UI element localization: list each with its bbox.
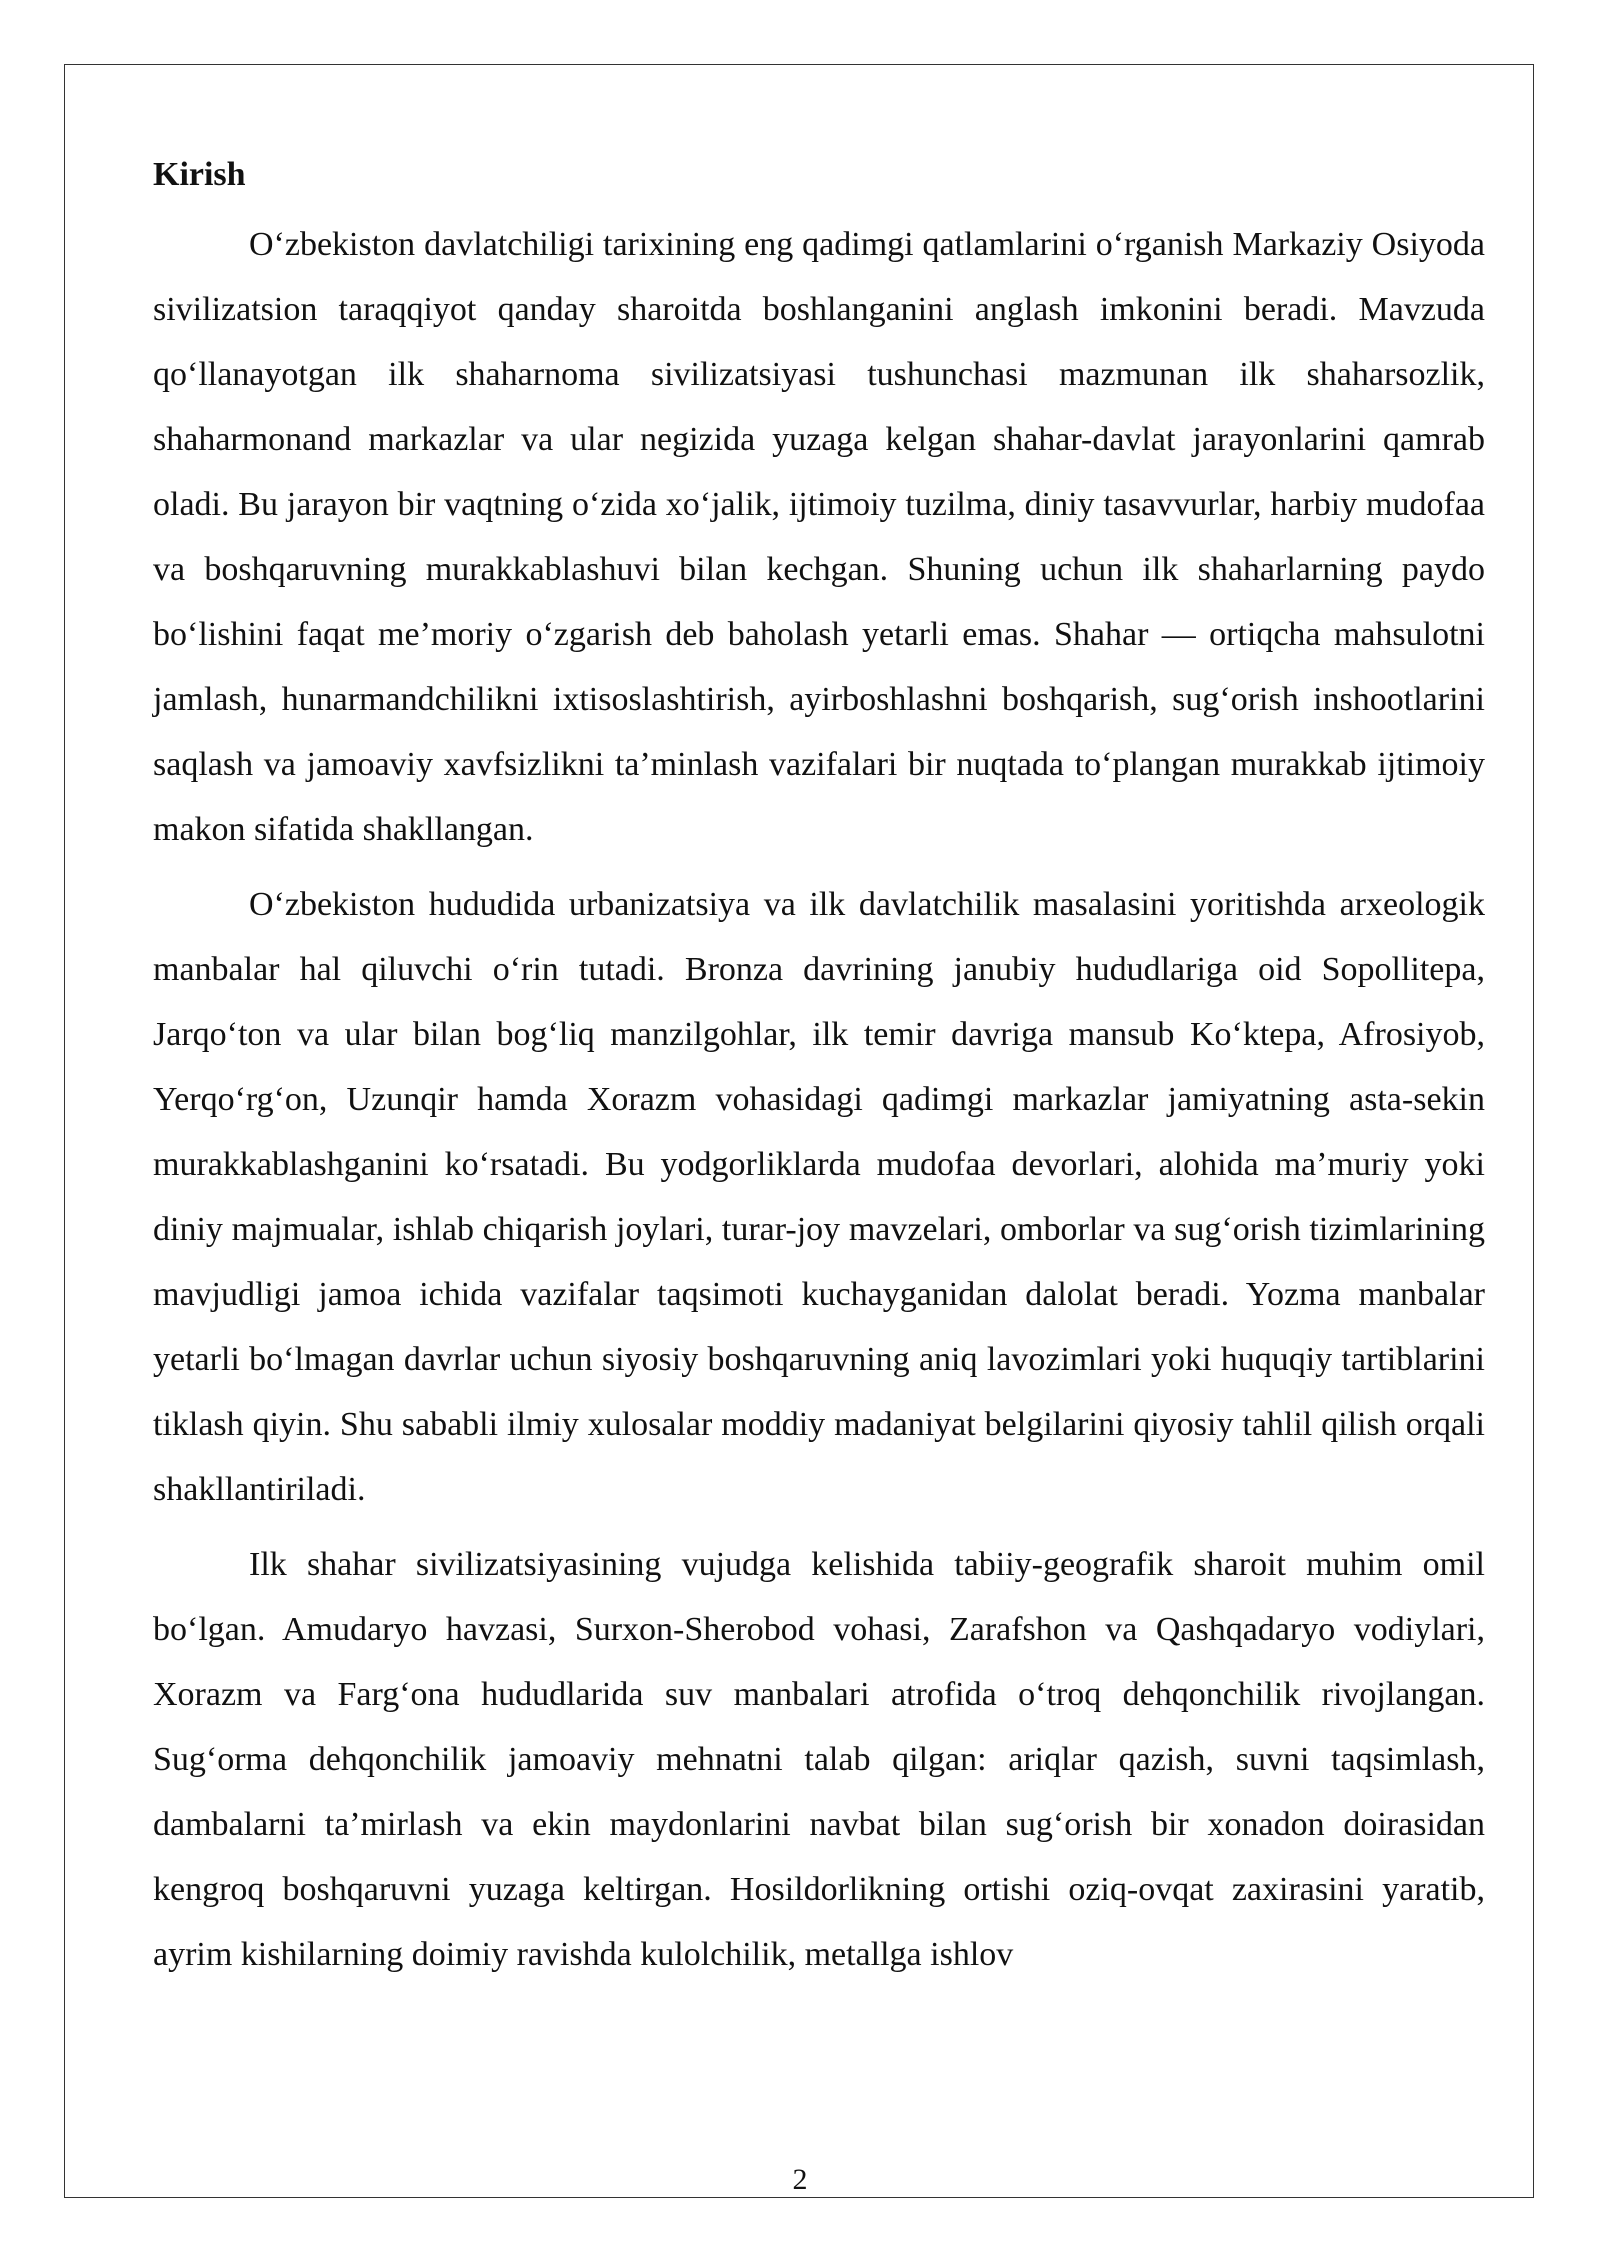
paragraph-3: Ilk shahar sivilizatsiyasining vujudga kelishida tabiiy-geografik sharoit muhim omil bo‘lgan. Amudaryo havzasi, Surxon-Sherobod vohasi, Zarafshon va Qashqadaryo vodiylari, Xorazm va Farg‘ona hududlarida suv manbalari atrofida o‘troq dehqonchilik rivojlangan. Sug‘orma dehqonchilik jamoaviy mehnatni talab qilgan: ariqlar qazish, suvni taqsimlash, dambalarni ta’mirlash va ekin maydonlarini navbat bilan sug‘orish bir xonadon doirasidan kengroq boshqaruvni yuzaga keltirgan. Hosildorlikning ortishi oziq-ovqat zaxirasini yaratib, ayrim kishilarning doimiy ravishda kulolchilik, metallga ishlov (153, 1546, 1485, 1973)
document-body (153, 148, 1485, 1987)
paragraph-2: O‘zbekiston hududida urbanizatsiya va ilk davlatchilik masalasini yoritishda arxeologik manbalar hal qiluvchi o‘rin tutadi. Bronza davrining janubiy hududlariga oid Sopollitepa, Jarqo‘ton va ular bilan bog‘liq manzilgohlar, ilk temir davriga mansub Ko‘ktepa, Afrosiyob, Yerqo‘rg‘on, Uzunqir hamda Xorazm vohasidagi qadimgi markazlar jamiyatning asta-sekin murakkablashganini ko‘rsatadi. Bu yodgorliklarda mudofaa devorlari, alohida ma’muriy yoki diniy majmualar, ishlab chiqarish joylari, turar-joy mavzelari, omborlar va sug‘orish tizimlarining mavjudligi jamoa ichida vazifalar taqsimoti kuchayganidan dalolat beradi. Yozma manbalar yetarli bo‘lmagan davrlar uchun siyosiy boshqaruvning aniq lavozimlari yoki huquqiy tartiblarini tiklash qiyin. Shu sababli ilmiy xulosalar moddiy madaniyat belgilarini qiyosiy tahlil qilish orqali shakllantiriladi. (153, 886, 1485, 1508)
page-number: 2 (792, 2163, 808, 2196)
section-heading: Kirish (153, 156, 246, 193)
paragraph-1: O‘zbekiston davlatchiligi tarixining eng qadimgi qatlamlarini o‘rganish Markaziy Osiyoda sivilizatsion taraqqiyot qanday sharoitda boshlanganini anglash imkonini beradi. Mavzuda qo‘llanayotgan ilk shaharnoma sivilizatsiyasi tushunchasi mazmunan ilk shaharsozlik, shaharmonand markazlar va ular negizida yuzaga kelgan shahar-davlat jarayonlarini qamrab oladi. Bu jarayon bir vaqtning o‘zida xo‘jalik, ijtimoiy tuzilma, diniy tasavvurlar, harbiy mudofaa va boshqaruvning murakkablashuvi bilan kechgan. Shuning uchun ilk shaharlarning paydo bo‘lishini faqat me’moriy o‘zgarish deb baholash yetarli emas. Shahar — ortiqcha mahsulotni jamlash, hunarmandchilikni ixtisoslashtirish, ayirboshlashni boshqarish, sug‘orish inshootlarini saqlash va jamoaviy xavfsizlikni ta’minlash vazifalari bir nuqtada to‘plangan murakkab ijtimoiy makon sifatida shakllangan. (153, 226, 1485, 848)
